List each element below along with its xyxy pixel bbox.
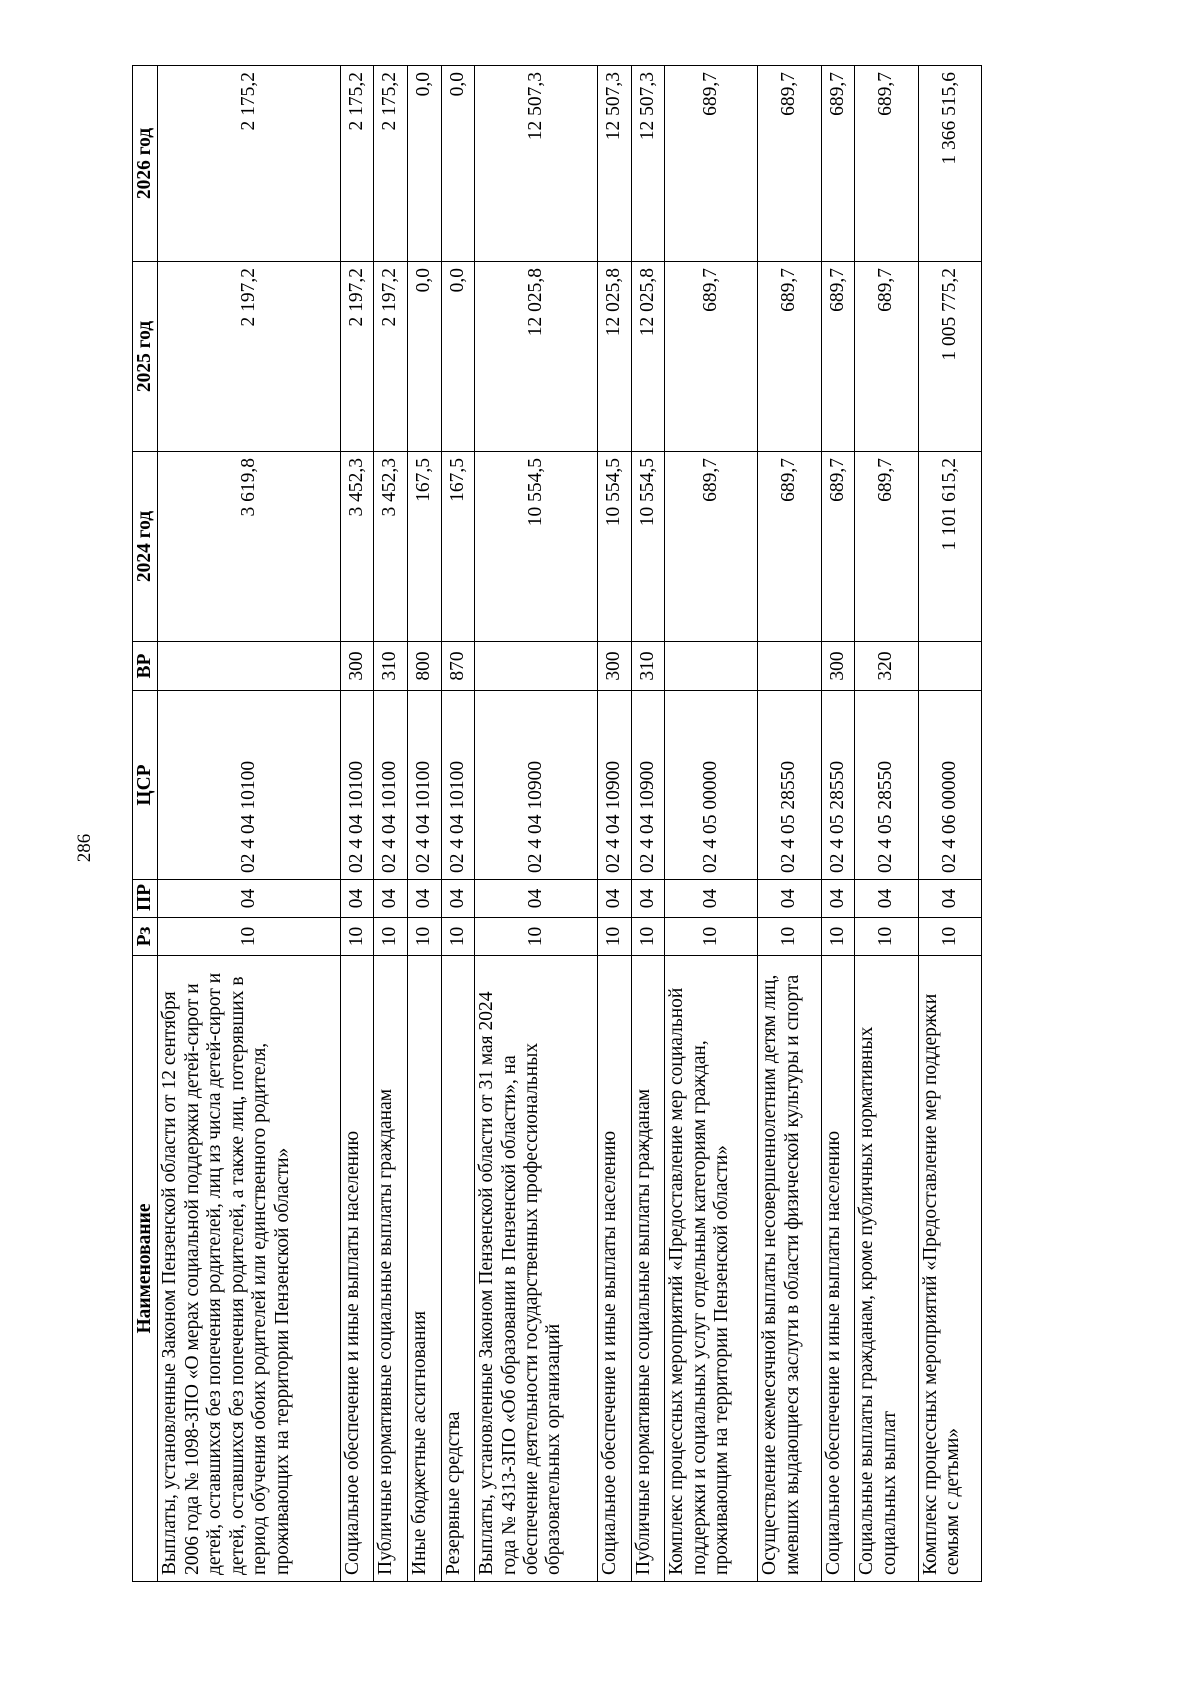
cell-y2026: 689,7 xyxy=(855,66,918,262)
cell-csr: 02 4 05 00000 xyxy=(665,691,758,880)
cell-y2024: 3 452,3 xyxy=(374,452,408,642)
cell-y2026: 2 175,2 xyxy=(340,66,374,262)
cell-rz: 10 xyxy=(475,918,598,956)
table-row xyxy=(665,66,758,1582)
cell-pr: 04 xyxy=(475,880,598,918)
cell-y2026: 689,7 xyxy=(758,66,821,262)
cell-y2025: 689,7 xyxy=(821,262,855,452)
table-row xyxy=(758,66,821,1582)
cell-y2024: 167,5 xyxy=(441,452,475,642)
cell-csr: 02 4 04 10100 xyxy=(441,691,475,880)
cell-name: Комплекс процессных мероприятий «Предоставление мер социальной поддержки и социальных услуг отдельным категориям граждан, проживающим на территории Пензенской области» xyxy=(665,956,758,1582)
cell-name: Резервные средства xyxy=(441,956,475,1582)
page-number: 286 xyxy=(74,833,95,863)
cell-csr: 02 4 05 28550 xyxy=(821,691,855,880)
table-header xyxy=(133,66,158,1582)
cell-vr: 300 xyxy=(340,642,374,691)
cell-y2025: 689,7 xyxy=(855,262,918,452)
cell-vr: 300 xyxy=(821,642,855,691)
cell-pr: 04 xyxy=(665,880,758,918)
cell-pr: 04 xyxy=(158,880,340,918)
table-row xyxy=(407,66,441,1582)
cell-y2026: 2 175,2 xyxy=(158,66,340,262)
cell-name: Публичные нормативные социальные выплаты гражданам xyxy=(374,956,408,1582)
cell-pr: 04 xyxy=(441,880,475,918)
cell-pr: 04 xyxy=(340,880,374,918)
cell-y2025: 689,7 xyxy=(665,262,758,452)
cell-pr: 04 xyxy=(918,880,981,918)
cell-y2025: 1 005 775,2 xyxy=(918,262,981,452)
cell-csr: 02 4 04 10900 xyxy=(597,691,631,880)
header-vr: ВР xyxy=(133,642,158,691)
table-row xyxy=(475,66,598,1582)
cell-y2026: 12 507,3 xyxy=(631,66,665,262)
cell-name: Социальное обеспечение и иные выплаты населению xyxy=(340,956,374,1582)
cell-vr: 310 xyxy=(374,642,408,691)
budget-table xyxy=(132,65,982,1582)
cell-name: Иные бюджетные ассигнования xyxy=(407,956,441,1582)
cell-pr: 04 xyxy=(855,880,918,918)
cell-csr: 02 4 04 10900 xyxy=(475,691,598,880)
cell-y2025: 0,0 xyxy=(407,262,441,452)
cell-y2024: 689,7 xyxy=(855,452,918,642)
header-csr: ЦСР xyxy=(133,691,158,880)
cell-name: Социальное обеспечение и иные выплаты населению xyxy=(821,956,855,1582)
cell-y2024: 3 452,3 xyxy=(340,452,374,642)
cell-csr: 02 4 04 10100 xyxy=(374,691,408,880)
cell-y2024: 10 554,5 xyxy=(597,452,631,642)
cell-pr: 04 xyxy=(407,880,441,918)
cell-rz: 10 xyxy=(441,918,475,956)
cell-vr: 310 xyxy=(631,642,665,691)
cell-vr xyxy=(665,642,758,691)
cell-rz: 10 xyxy=(374,918,408,956)
cell-y2025: 689,7 xyxy=(758,262,821,452)
cell-rz: 10 xyxy=(407,918,441,956)
cell-y2026: 0,0 xyxy=(441,66,475,262)
cell-vr: 800 xyxy=(407,642,441,691)
cell-y2024: 10 554,5 xyxy=(475,452,598,642)
table-row xyxy=(821,66,855,1582)
cell-y2026: 12 507,3 xyxy=(475,66,598,262)
cell-y2025: 12 025,8 xyxy=(631,262,665,452)
table-row xyxy=(158,66,340,1582)
cell-y2025: 12 025,8 xyxy=(475,262,598,452)
header-y2026: 2026 год xyxy=(133,66,158,262)
cell-name: Выплаты, установленные Законом Пензенской области от 12 сентября 2006 года № 1098-ЗПО «О мерах социальной поддержки детей-сирот и детей, оставшихся без попечения родителей, лиц из числа детей-сирот и детей, оставшихся без попечения родителей, а также лиц, потерявших в период обучения обоих родителей или единственного родителя, проживающих на территории Пензенской области» xyxy=(158,956,340,1582)
cell-rz: 10 xyxy=(758,918,821,956)
cell-pr: 04 xyxy=(631,880,665,918)
cell-rz: 10 xyxy=(918,918,981,956)
cell-rz: 10 xyxy=(821,918,855,956)
table-row xyxy=(374,66,408,1582)
cell-y2025: 2 197,2 xyxy=(374,262,408,452)
cell-y2024: 1 101 615,2 xyxy=(918,452,981,642)
cell-y2026: 0,0 xyxy=(407,66,441,262)
cell-y2026: 689,7 xyxy=(821,66,855,262)
header-y2025: 2025 год xyxy=(133,262,158,452)
cell-y2025: 2 197,2 xyxy=(158,262,340,452)
cell-csr: 02 4 05 28550 xyxy=(758,691,821,880)
cell-vr: 300 xyxy=(597,642,631,691)
table-row xyxy=(441,66,475,1582)
cell-pr: 04 xyxy=(374,880,408,918)
cell-rz: 10 xyxy=(340,918,374,956)
cell-pr: 04 xyxy=(597,880,631,918)
cell-pr: 04 xyxy=(821,880,855,918)
cell-y2026: 12 507,3 xyxy=(597,66,631,262)
cell-name: Социальное обеспечение и иные выплаты населению xyxy=(597,956,631,1582)
cell-pr: 04 xyxy=(758,880,821,918)
cell-rz: 10 xyxy=(631,918,665,956)
cell-csr: 02 4 04 10100 xyxy=(340,691,374,880)
header-rz: Рз xyxy=(133,918,158,956)
cell-name: Публичные нормативные социальные выплаты гражданам xyxy=(631,956,665,1582)
cell-y2025: 2 197,2 xyxy=(340,262,374,452)
rotated-table-container xyxy=(132,66,982,1582)
table-row xyxy=(631,66,665,1582)
cell-y2026: 689,7 xyxy=(665,66,758,262)
table-row xyxy=(597,66,631,1582)
cell-name: Выплаты, установленные Законом Пензенской области от 31 мая 2024 года № 4313-ЗПО «Об образовании в Пензенской области», на обеспечение деятельности государственных профессиональных образовательных организаций xyxy=(475,956,598,1582)
cell-vr xyxy=(918,642,981,691)
cell-y2026: 2 175,2 xyxy=(374,66,408,262)
cell-vr xyxy=(758,642,821,691)
header-name: Наименование xyxy=(133,956,158,1582)
header-y2024: 2024 год xyxy=(133,452,158,642)
cell-rz: 10 xyxy=(597,918,631,956)
cell-name: Социальные выплаты гражданам, кроме публичных нормативных социальных выплат xyxy=(855,956,918,1582)
cell-csr: 02 4 06 00000 xyxy=(918,691,981,880)
cell-y2024: 689,7 xyxy=(821,452,855,642)
cell-y2026: 1 366 515,6 xyxy=(918,66,981,262)
cell-csr: 02 4 04 10900 xyxy=(631,691,665,880)
cell-vr: 320 xyxy=(855,642,918,691)
table-row xyxy=(918,66,981,1582)
cell-vr xyxy=(475,642,598,691)
table-body xyxy=(158,66,982,1582)
cell-csr: 02 4 04 10100 xyxy=(407,691,441,880)
table-row xyxy=(340,66,374,1582)
cell-vr: 870 xyxy=(441,642,475,691)
cell-y2024: 689,7 xyxy=(665,452,758,642)
cell-y2024: 167,5 xyxy=(407,452,441,642)
cell-csr: 02 4 05 28550 xyxy=(855,691,918,880)
cell-rz: 10 xyxy=(855,918,918,956)
cell-csr: 02 4 04 10100 xyxy=(158,691,340,880)
cell-y2024: 10 554,5 xyxy=(631,452,665,642)
cell-y2024: 689,7 xyxy=(758,452,821,642)
cell-y2025: 0,0 xyxy=(441,262,475,452)
cell-name: Осуществление ежемесячной выплаты несовершеннолетним детям лиц, имевших выдающиеся заслуги в области физической культуры и спорта xyxy=(758,956,821,1582)
cell-name: Комплекс процессных мероприятий «Предоставление мер поддержки семьям с детьми» xyxy=(918,956,981,1582)
cell-rz: 10 xyxy=(158,918,340,956)
table-row xyxy=(855,66,918,1582)
header-pr: ПР xyxy=(133,880,158,918)
cell-vr xyxy=(158,642,340,691)
cell-y2024: 3 619,8 xyxy=(158,452,340,642)
cell-rz: 10 xyxy=(665,918,758,956)
cell-y2025: 12 025,8 xyxy=(597,262,631,452)
